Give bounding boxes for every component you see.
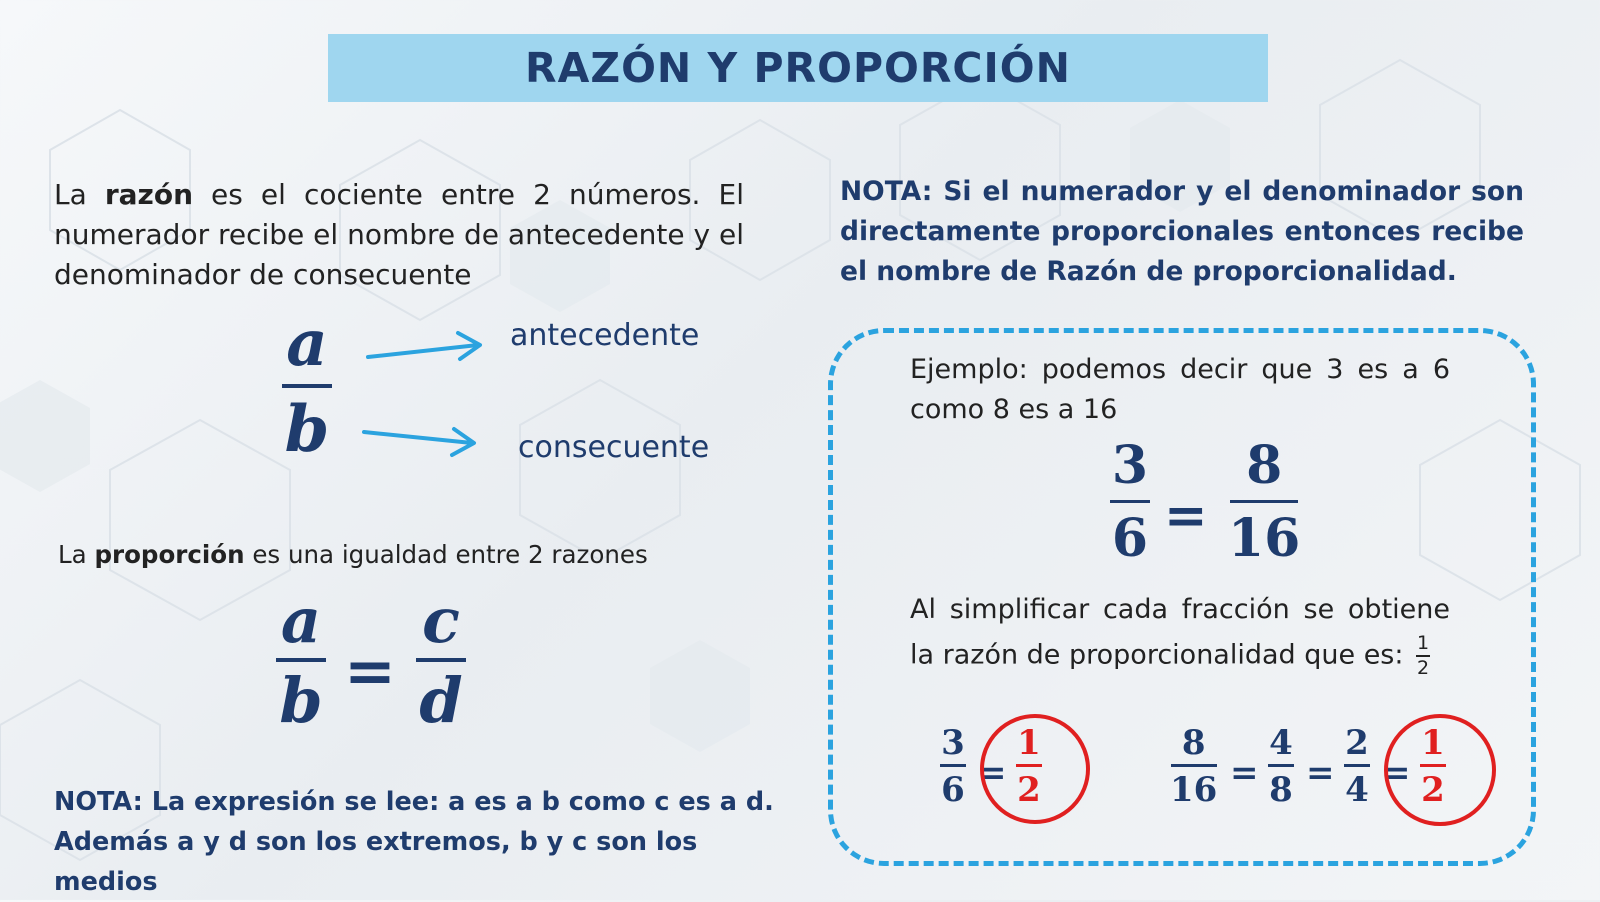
chain1-num-1: 3	[941, 723, 965, 763]
left-nota	[54, 782, 794, 902]
proporcion-term: proporción	[94, 540, 245, 569]
proportion-a: a	[280, 584, 322, 657]
simplify-text	[910, 590, 1450, 678]
chain1-den-1: 6	[941, 770, 965, 810]
proportion-equals: =	[344, 634, 396, 707]
chain2-num-3: 2	[1345, 723, 1369, 763]
razon-text-body: es el cociente entre 2 números. El numerador recibe el nombre de antecedente y el denominador de consecuente	[54, 178, 744, 291]
ratio-num: 1	[1417, 632, 1430, 654]
chain2-fraction-1	[1170, 723, 1218, 810]
page-title: RAZÓN Y PROPORCIÓN	[525, 44, 1071, 92]
chain2-equals-2: =	[1306, 753, 1335, 793]
chain2-den-3: 4	[1345, 770, 1369, 810]
right-nota: NOTA: Si el numerador y el denominador son directamente proporcionales entonces recibe el nombre de Razón de proporcionalidad.	[840, 176, 1524, 287]
fraction-bar	[1171, 764, 1217, 767]
proportion-d: d	[419, 664, 463, 737]
consecuente-label: consecuente	[518, 430, 710, 465]
fraction-bar	[282, 384, 332, 388]
consecuente-arrow-line	[364, 432, 472, 443]
proporcion-text-body: es una igualdad entre 2 razones	[244, 540, 648, 569]
antecedente-label: antecedente	[510, 318, 700, 353]
fraction-bar	[940, 764, 966, 767]
chain2-num-1: 8	[1181, 723, 1206, 763]
chain1-result-num: 1	[1017, 723, 1041, 763]
fraction-bar	[1016, 764, 1042, 767]
razon-fraction	[282, 306, 332, 467]
chain2-result-den: 2	[1421, 770, 1445, 810]
chain2-num-2: 4	[1269, 723, 1293, 763]
razon-definition	[54, 175, 744, 295]
fraction-bar	[1268, 764, 1294, 767]
razon-text-prefix: La	[54, 178, 105, 211]
razon-term: razón	[104, 178, 193, 211]
example-equals: =	[1164, 485, 1208, 546]
fraction-bar	[416, 658, 466, 662]
example-fraction-1	[1110, 435, 1150, 569]
razon-denominator: b	[284, 392, 330, 467]
fraction-bar	[1110, 500, 1150, 503]
chain2-fraction-2	[1268, 723, 1294, 810]
razon-numerator: a	[286, 306, 328, 381]
chain2-fraction-3	[1344, 723, 1370, 810]
example-num-1: 3	[1111, 435, 1149, 496]
chain1-fraction-1	[940, 723, 966, 810]
example-den-2: 16	[1228, 508, 1301, 569]
left-nota-line-2: Además a y d son los extremos, b y c son los medios	[54, 827, 698, 897]
simplify-line-2: la razón de proporcionalidad que es:	[910, 639, 1404, 671]
example-num-2: 8	[1246, 435, 1283, 496]
chain1-result-den: 2	[1017, 770, 1041, 810]
proportion-c: c	[422, 584, 460, 657]
example-fraction-2	[1228, 435, 1301, 569]
chain1-equals: =	[978, 753, 1007, 793]
example-text: Ejemplo: podemos decir que 3 es a 6 como 8 es a 16	[910, 354, 1450, 425]
chain2-equals-1: =	[1230, 753, 1259, 793]
example-den-1: 6	[1111, 508, 1149, 569]
simplify-line-2-row	[910, 634, 1450, 678]
antecedente-arrow-line	[368, 345, 478, 357]
ratio-den: 2	[1417, 656, 1430, 679]
fraction-bar	[276, 658, 326, 662]
left-nota-line-1: NOTA: La expresión se lee: a es a b como c es a d.	[54, 787, 774, 817]
proporcion-definition	[58, 540, 648, 569]
chain2-den-2: 8	[1269, 770, 1293, 810]
chain1-result-fraction	[1016, 723, 1042, 810]
fraction-bar	[1230, 500, 1298, 503]
title-banner	[328, 34, 1268, 102]
chain2-den-1: 16	[1170, 770, 1218, 810]
proportion-b: b	[279, 664, 323, 737]
chain2-equals-3: =	[1382, 753, 1411, 793]
proporcion-text-prefix: La	[58, 540, 95, 569]
chain2-result-num: 1	[1421, 723, 1445, 763]
chain2-result-fraction	[1420, 723, 1446, 810]
arrows-graphic	[360, 325, 495, 465]
fraction-bar	[1420, 764, 1446, 767]
proportion-right-fraction	[416, 584, 466, 737]
simplify-line-1: Al simplificar cada fracción se obtiene	[910, 594, 1450, 625]
fraction-bar	[1344, 764, 1370, 767]
proportion-left-fraction	[276, 584, 326, 737]
ratio-small-fraction	[1416, 634, 1430, 678]
